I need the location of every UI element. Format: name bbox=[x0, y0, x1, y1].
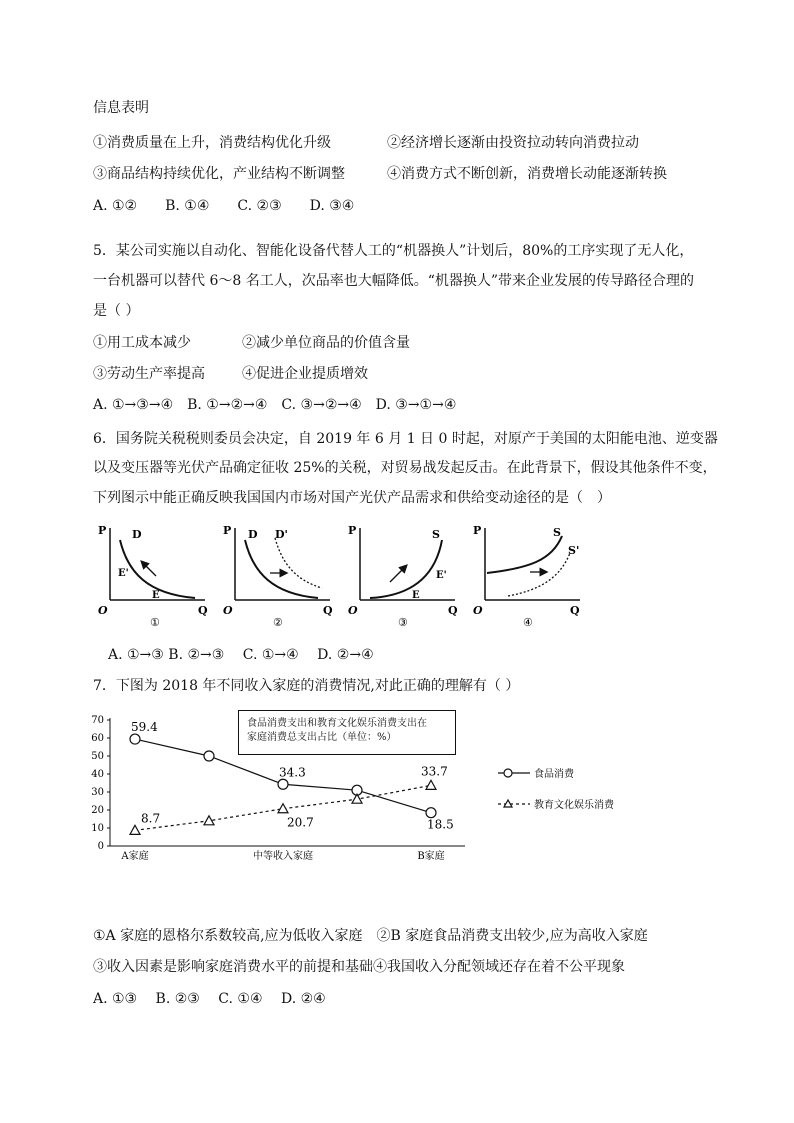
point-e: E bbox=[152, 590, 160, 601]
q7-options-3-4: ③收入因素是影响家庭消费水平的前提和基础④我国收入分配领域还存在着不公平现象 bbox=[93, 959, 625, 975]
q5-option-1: ①用工成本减少 bbox=[93, 335, 191, 351]
graph-number: ② bbox=[273, 616, 283, 629]
food-point bbox=[130, 734, 140, 744]
edu-point bbox=[130, 825, 140, 834]
q5-option-4: ④促进企业提质增效 bbox=[242, 366, 368, 382]
axis-p-label: P bbox=[98, 524, 107, 537]
q7-stem: 7．下图为 2018 年不同收入家庭的消费情况,对此正确的理解有（ ） bbox=[93, 678, 520, 694]
q6-stem-line-1: 6．国务院关税税则委员会决定，自 2019 年 6 月 1 日 0 时起，对原产于美国的太阳能电池、逆变器 bbox=[93, 431, 718, 447]
q5-stem-line-1: 5．某公司实施以自动化、智能化设备代替人工的“机器换人”计划后，80%的工序实现了无人化， bbox=[93, 243, 694, 259]
y-tick-label: 10 bbox=[91, 823, 104, 834]
curve-label: S bbox=[553, 526, 561, 539]
shift-curve-label: D' bbox=[275, 528, 288, 541]
point-e-prime: E' bbox=[436, 570, 447, 581]
legend-label: 食品消费 bbox=[534, 769, 574, 780]
axis-q-label: Q bbox=[448, 604, 458, 617]
q4-option-4: ④消费方式不断创新，消费增长动能逐渐转换 bbox=[387, 166, 667, 182]
q5-stem-line-3: 是（ ） bbox=[93, 303, 140, 319]
supply-curve bbox=[487, 536, 562, 573]
point-e-prime: E' bbox=[118, 568, 129, 579]
data-label: 59.4 bbox=[131, 720, 158, 735]
graph-1 bbox=[98, 524, 208, 629]
data-label: 20.7 bbox=[287, 815, 314, 830]
y-tick-label: 0 bbox=[97, 841, 104, 852]
origin-label: O bbox=[223, 604, 233, 617]
axis-q-label: Q bbox=[570, 604, 580, 617]
curve-label: D bbox=[248, 528, 258, 541]
graph-3 bbox=[348, 524, 458, 629]
supply-shift-curve bbox=[508, 553, 570, 596]
q6-choices: A. ①→③ B. ②→③ C. ①→④ D. ②→④ bbox=[108, 647, 374, 663]
origin-label: O bbox=[473, 604, 483, 617]
y-tick-label: 70 bbox=[91, 715, 104, 726]
y-tick-label: 50 bbox=[91, 751, 104, 762]
food-point bbox=[426, 808, 436, 818]
q4-option-2: ②经济增长逐渐由投资拉动转向消费拉动 bbox=[387, 135, 639, 151]
chart-caption-box bbox=[238, 710, 456, 755]
q6-stem-line-3: 下列图示中能正确反映我国国内市场对国产光伏产品需求和供给变动途径的是（ ） bbox=[93, 490, 611, 506]
caption-line-1: 食品消费支出和教育文化娱乐消费支出在 bbox=[247, 718, 427, 729]
caption-line-2: 家庭消费总支出占比（单位：%） bbox=[247, 732, 397, 743]
axis-p-label: P bbox=[348, 524, 357, 537]
q4-option-1: ①消费质量在上升，消费结构优化升级 bbox=[93, 135, 331, 151]
q7-options-1-2: ①A 家庭的恩格尔系数较高,应为低收入家庭 ②B 家庭食品消费支出较少,应为高收入家庭 bbox=[93, 928, 648, 944]
legend-label: 教育文化娱乐消费 bbox=[534, 800, 614, 811]
demand-curve bbox=[245, 540, 318, 598]
graph-number: ④ bbox=[523, 616, 533, 629]
q7-choices: A. ①③ B. ②③ C. ①④ D. ②④ bbox=[93, 991, 326, 1007]
q6-graphs bbox=[90, 518, 590, 638]
origin-label: O bbox=[348, 604, 358, 617]
y-tick-label: 40 bbox=[91, 769, 104, 780]
y-tick-label: 60 bbox=[91, 733, 104, 744]
q5-stem-line-2: 一台机器可以替代 6～8 名工人，次品率也大幅降低。“机器换人”带来企业发展的传导路径合理的 bbox=[93, 273, 695, 289]
edu-point bbox=[352, 794, 362, 803]
q4-choices: A. ①② B. ①④ C. ②③ D. ③④ bbox=[93, 198, 355, 214]
graph-2 bbox=[223, 524, 333, 629]
origin-label: O bbox=[98, 604, 108, 617]
curve-label: S bbox=[432, 528, 440, 541]
axis-p-label: P bbox=[473, 524, 482, 537]
move-arrow bbox=[390, 566, 406, 582]
graph-number: ③ bbox=[398, 616, 408, 629]
graph-number: ① bbox=[150, 616, 160, 629]
curve-label: D bbox=[132, 528, 142, 541]
edu-point bbox=[278, 804, 288, 813]
x-category-label: 中等收入家庭 bbox=[253, 851, 313, 862]
y-tick-label: 30 bbox=[91, 787, 104, 798]
axis-p-label: P bbox=[223, 524, 232, 537]
axis-q-label: Q bbox=[323, 604, 333, 617]
axis-q-label: Q bbox=[198, 604, 208, 617]
q5-option-2: ②减少单位商品的价值含量 bbox=[242, 335, 410, 351]
q5-choices: A. ①→③→④ B. ①→②→④ C. ③→②→④ D. ③→①→④ bbox=[93, 397, 457, 413]
data-label: 18.5 bbox=[427, 817, 454, 832]
edu-point bbox=[426, 780, 436, 789]
data-label: 33.7 bbox=[421, 764, 448, 779]
move-arrow bbox=[142, 562, 156, 576]
q4-option-3: ③商品结构持续优化，产业结构不断调整 bbox=[93, 166, 345, 182]
q4-lead: 信息表明 bbox=[93, 100, 149, 116]
x-category-label: A家庭 bbox=[121, 851, 149, 862]
x-category-label: B家庭 bbox=[417, 851, 445, 862]
shift-curve-label: S' bbox=[568, 544, 580, 557]
q6-stem-line-2: 以及变压器等光伏产品确定征收 25%的关税，对贸易战发起反击。在此背景下，假设其他条件不变， bbox=[93, 460, 717, 476]
supply-curve bbox=[370, 540, 442, 598]
graph-4 bbox=[473, 524, 580, 629]
y-tick-label: 20 bbox=[91, 805, 104, 816]
food-point bbox=[204, 751, 214, 761]
food-point bbox=[278, 779, 288, 789]
demand-shift-curve bbox=[275, 538, 322, 588]
data-label: 34.3 bbox=[279, 765, 306, 780]
data-label: 8.7 bbox=[141, 811, 161, 826]
legend-marker bbox=[504, 769, 512, 777]
q5-option-3: ③劳动生产率提高 bbox=[93, 366, 205, 382]
point-e: E bbox=[412, 590, 420, 601]
